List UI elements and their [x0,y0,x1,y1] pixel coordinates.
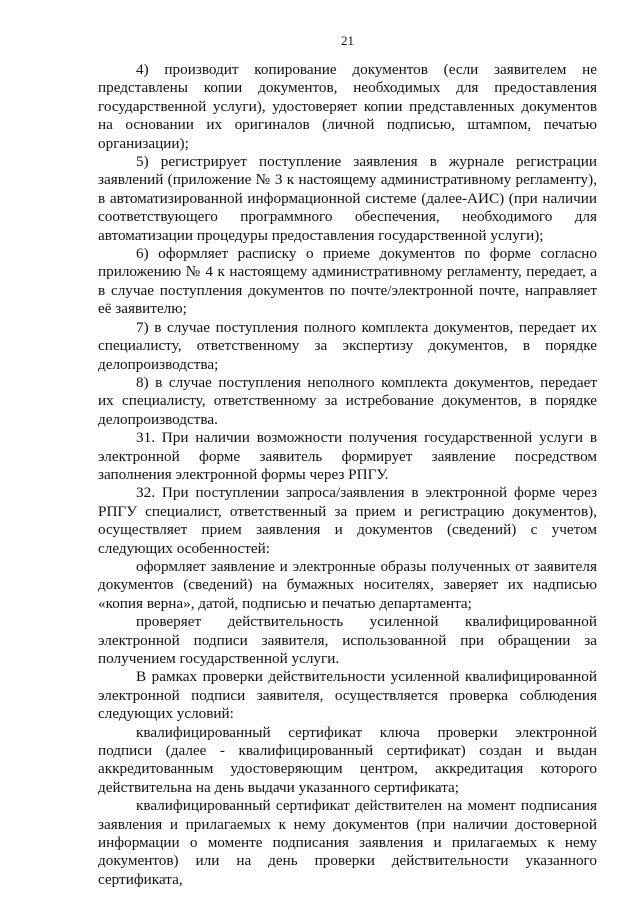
paragraph-item-7: 7) в случае поступления полного комплекта документов, передает их специалисту, ответственному за экспертизу документов, в порядке делопроизводства; [98,318,597,373]
paragraph-32: 32. При поступлении запроса/заявления в электронной форме через РПГУ специалист, ответственный за прием и регистрацию документов), осуществляет прием заявления и документов (сведений) с учетом следующих особенностей: [98,484,597,557]
paragraph-31: 31. При наличии возможности получения государственной услуги в электронной форме заявитель формирует заявление посредством заполнения электронной формы через РПГУ. [98,429,597,483]
paragraph-verification-intro: В рамках проверки действительности усиленной квалифицированной электронной подписи заявителя, осуществляется проверка соблюдения следующих условий: [98,668,597,723]
paragraph-item-8: 8) в случае поступления неполного комплекта документов, передает их специалисту, ответственному за истребование документов, в порядке делопроизводства. [98,373,597,428]
paragraph-condition-2: квалифицированный сертификат действителен на момент подписания заявления и прилагаемых к нему документов (при наличии достоверной информации о моменте подписания заявления и прилагаемых к нему документов) или на день проверки действительности указанного сертификата, [98,797,597,888]
paragraph-feature-2: проверяет действительность усиленной квалифицированной электронной подписи заявителя, использованной при обращении за получением государственной услуги. [98,613,597,667]
paragraph-item-5: 5) регистрирует поступление заявления в журнале регистрации заявлений (приложение № 3 к настоящему административному регламенту), в автоматизированной информационной системе (далее-АИС) (при наличии соответствующего программного обеспечения, необходимого для автоматизации процедуры предоставления государственной услуги); [98,153,597,244]
paragraph-condition-1: квалифицированный сертификат ключа проверки электронной подписи (далее - квалифицированный сертификат) создан и выдан аккредитованным удостоверяющим центром, аккредитация которого действительна на день выдачи указанного сертификата; [98,723,597,796]
page-number: 21 [341,33,354,48]
paragraph-item-4: 4) производит копирование документов (если заявителем не представлены копии документов, необходимых для предоставления государственной услуги), удостоверяет копии представленных документов на основании их оригиналов (личной подписью, штампом, печатью организации); [98,61,597,152]
paragraph-item-6: 6) оформляет расписку о приеме документов по форме согласно приложению № 4 к настоящему административному регламенту, передает, а в случае поступления документов по почте/электронной почте, направляет её заявителю; [98,245,597,318]
paragraph-feature-1: оформляет заявление и электронные образы полученных от заявителя документов (сведений) на бумажных носителях, заверяет их надписью «копия верна», датой, подписью и печатью департамента; [98,557,597,612]
document-body [98,61,597,889]
